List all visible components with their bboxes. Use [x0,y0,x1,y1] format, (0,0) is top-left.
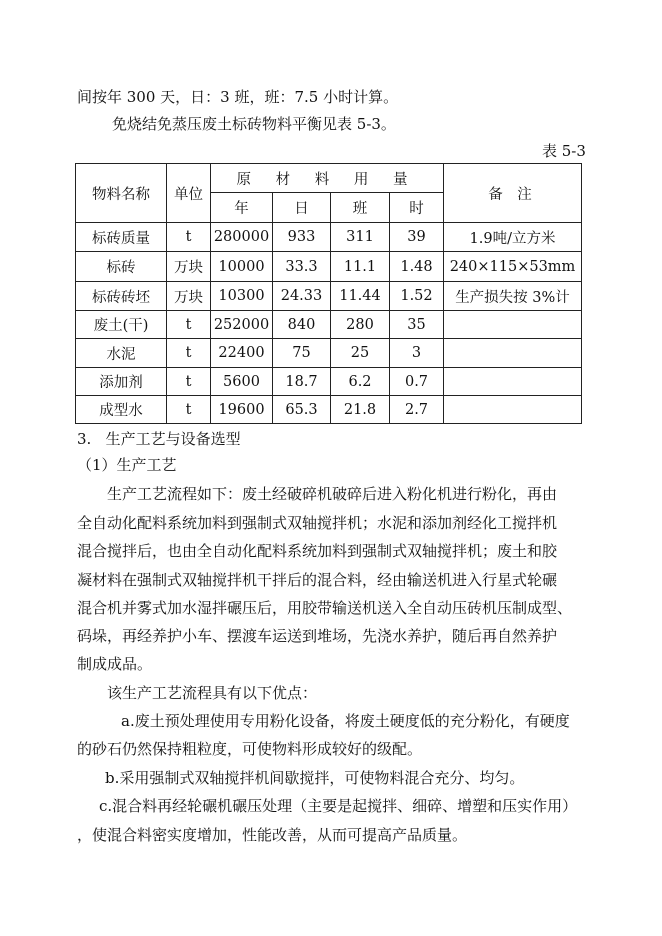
cell-unit: t [167,311,211,339]
cell-remark [444,339,582,368]
cell-unit: t [167,339,211,368]
cell-unit: t [167,368,211,396]
table-row [76,396,582,424]
cell-name: 水泥 [76,339,167,368]
cell-unit: t [167,396,211,424]
cell-name: 标砖砖坯 [76,282,167,311]
cell-remark [444,396,582,424]
cell-year: 252000 [211,311,273,339]
cell-remark: 1.9吨/立方米 [444,223,582,252]
cell-day: 33.3 [273,252,331,282]
material-balance-table [75,163,582,424]
paragraph-line: 的砂石仍然保持粗粒度，可使物料形成较好的级配。 [77,740,423,758]
cell-remark [444,368,582,396]
paragraph-line: 混合搅拌后，也由全自动化配料系统加料到强制式双轴搅拌机；废土和胶 [77,542,558,560]
cell-unit: 万块 [167,252,211,282]
table-row [76,339,582,368]
cell-day: 933 [273,223,331,252]
paragraph-line: c.混合料再经轮碾机碾压处理（主要是起搅拌、细碎、增塑和压实作用） [99,797,578,815]
cell-day: 65.3 [273,396,331,424]
header-unit: 单位 [167,164,211,223]
cell-shift: 25 [331,339,390,368]
header-usage-group: 原 材 料 用 量 [211,164,444,193]
cell-hour: 1.52 [390,282,444,311]
cell-name: 废土(干) [76,311,167,339]
cell-name: 标砖质量 [76,223,167,252]
paragraph-line: a.废土预处理使用专用粉化设备，将废土硬度低的充分粉化，有硬度 [121,712,570,730]
cell-day: 840 [273,311,331,339]
cell-day: 18.7 [273,368,331,396]
cell-year: 280000 [211,223,273,252]
cell-year: 22400 [211,339,273,368]
cell-remark: 生产损失按 3%计 [444,282,582,311]
table-row [76,368,582,396]
cell-shift: 21.8 [331,396,390,424]
cell-hour: 0.7 [390,368,444,396]
advantage-b: b.采用强制式双轴搅拌机间歇搅拌，可使物料混合充分、均匀。 [105,769,525,787]
table-row [76,252,582,282]
section-heading: 3. 生产工艺与设备选型 [77,430,241,448]
cell-remark: 240×115×53mm [444,252,582,282]
paragraph-line: ，使混合料密实度增加，性能改善，从而可提高产品质量。 [77,826,468,844]
cell-name: 成型水 [76,396,167,424]
cell-year: 5600 [211,368,273,396]
intro-line-1: 间按年 300 天，日：3 班，班：7.5 小时计算。 [77,88,399,106]
cell-unit: t [167,223,211,252]
subsection-heading: （1）生产工艺 [77,456,177,474]
cell-shift: 11.44 [331,282,390,311]
cell-shift: 280 [331,311,390,339]
paragraph-line: 码垛，再经养护小车、摆渡车运送到堆场，先浇水养护，随后再自然养护 [77,627,558,645]
paragraph-line: 制成成品。 [77,655,153,673]
table-row [76,223,582,252]
table-row [76,282,582,311]
cell-hour: 3 [390,339,444,368]
cell-name: 标砖 [76,252,167,282]
paragraph-line: 凝材料在强制式双轴搅拌机干拌后的混合料，经由输送机进入行星式轮碾 [77,571,558,589]
cell-hour: 39 [390,223,444,252]
paragraph-line: 全自动化配料系统加料到强制式双轴搅拌机；水泥和添加剂经化工搅拌机 [77,514,558,532]
table-label: 表 5-3 [542,142,586,160]
header-year: 年 [211,193,273,223]
cell-name: 添加剂 [76,368,167,396]
header-material-name: 物料名称 [76,164,167,223]
cell-hour: 2.7 [390,396,444,424]
paragraph-line: 生产工艺流程如下：废土经破碎机破碎后进入粉化机进行粉化，再由 [107,485,558,503]
intro-line-2: 免烧结免蒸压废土标砖物料平衡见表 5-3。 [112,115,396,133]
header-remark: 备 注 [444,164,582,223]
advantages-intro: 该生产工艺流程具有以下优点： [107,684,318,702]
paragraph-line: 混合机并雾式加水湿拌碾压后，用胶带输送机送入全自动压砖机压制成型、 [77,599,573,617]
cell-day: 24.33 [273,282,331,311]
cell-unit: 万块 [167,282,211,311]
cell-year: 19600 [211,396,273,424]
cell-day: 75 [273,339,331,368]
cell-shift: 311 [331,223,390,252]
header-hour: 时 [390,193,444,223]
cell-remark [444,311,582,339]
header-shift: 班 [331,193,390,223]
cell-hour: 1.48 [390,252,444,282]
header-day: 日 [273,193,331,223]
cell-hour: 35 [390,311,444,339]
table-row [76,311,582,339]
cell-year: 10300 [211,282,273,311]
cell-shift: 6.2 [331,368,390,396]
cell-shift: 11.1 [331,252,390,282]
cell-year: 10000 [211,252,273,282]
